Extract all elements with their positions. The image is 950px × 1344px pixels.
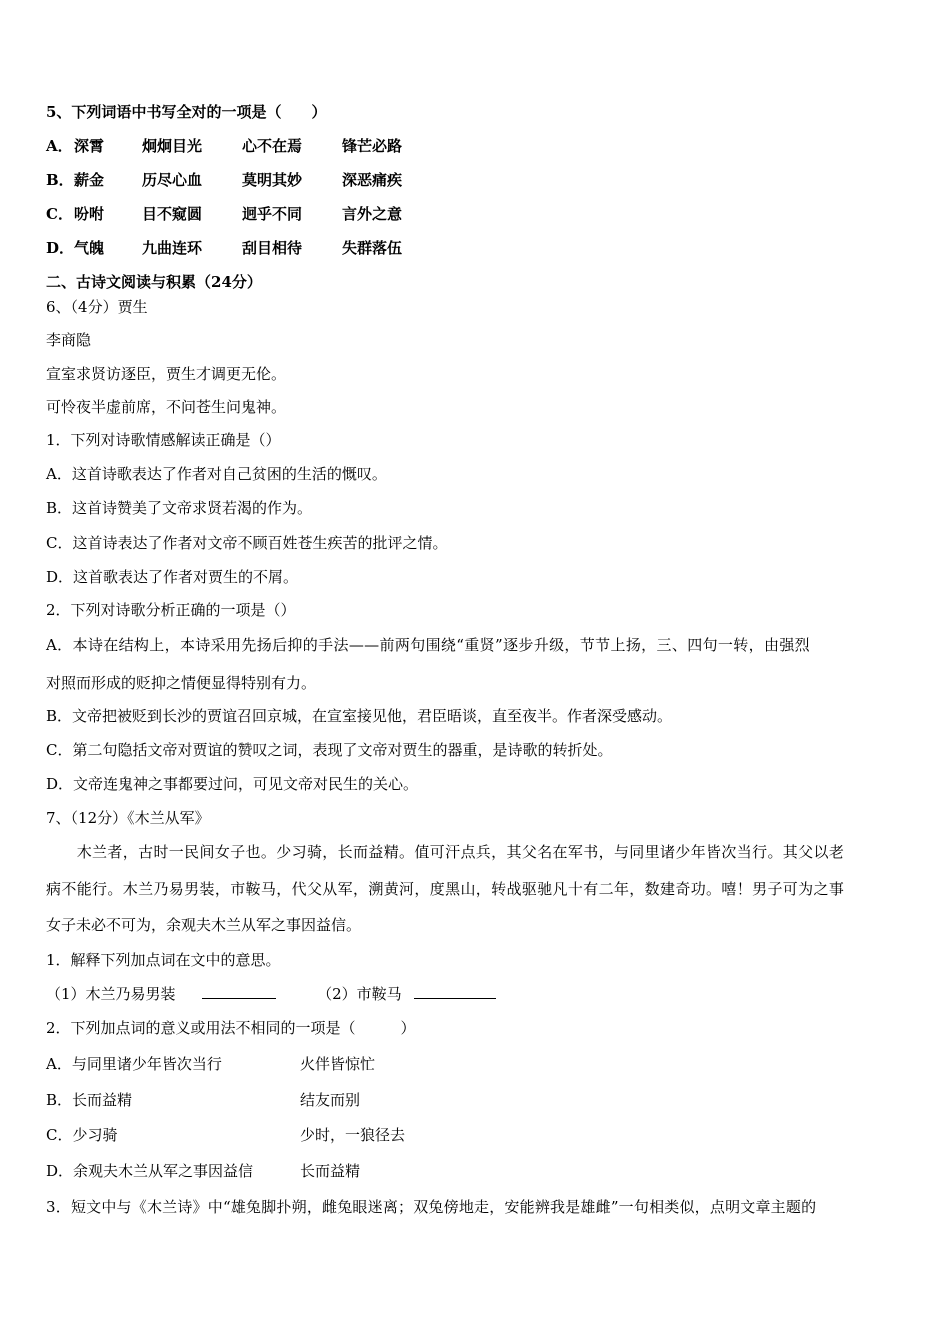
q6-sub2-stem: 2．下列对诗歌分析正确的一项是（） <box>46 601 296 619</box>
q6-sub1-option-d: D．这首歌表达了作者对贾生的不屑。 <box>46 568 299 586</box>
option-word: 失群落伍 <box>342 239 403 257</box>
option-word: 刮目相待 <box>242 239 303 257</box>
option-word: 历尽心血 <box>142 171 203 189</box>
answer-blank-1[interactable] <box>202 984 276 999</box>
q6-sub2-option-c: C．第二句隐括文帝对贾谊的赞叹之词，表现了文帝对贾生的器重，是诗歌的转折处。 <box>46 741 613 759</box>
q5-title: 5、下列词语中书写全对的一项是（ ） <box>46 103 327 121</box>
row-left: A．与同里诸少年皆次当行 <box>46 1055 222 1073</box>
q6-title: 6、（4分）贾生 <box>46 298 148 316</box>
option-word: 气魄 <box>74 239 105 257</box>
poem-line: 宣室求贤访逐臣，贾生才调更无伦。 <box>46 365 287 383</box>
option-word: 吩咐 <box>74 205 105 223</box>
q6-sub2-option-a-line2: 对照而形成的贬抑之情便显得特别有力。 <box>46 674 317 692</box>
q6-sub2-option-d: D．文帝连鬼神之事都要过问，可见文帝对民生的关心。 <box>46 775 419 793</box>
q7-sub1-item1: （1）木兰乃易男装 <box>46 985 176 1003</box>
q6-sub1-option-c: C．这首诗表达了作者对文帝不顾百姓苍生疾苦的批评之情。 <box>46 534 448 552</box>
q6-sub1-option-b: B．这首诗赞美了文帝求贤若渴的作为。 <box>46 499 313 517</box>
option-label: D． <box>46 239 75 257</box>
option-label: C． <box>46 205 73 223</box>
option-word: 目不窥圆 <box>142 205 203 223</box>
q6-sub2-option-a-line1: A．本诗在结构上，本诗采用先扬后抑的手法——前两句围绕“重贤”逐步升级，节节上扬，三、四句一转，由强烈 <box>46 636 811 654</box>
poem-author: 李商隐 <box>46 331 92 349</box>
q7-sub2-stem: 2．下列加点词的意义或用法不相同的一项是（ ） <box>46 1019 416 1037</box>
q6-sub1-stem: 1．下列对诗歌情感解读正确是（） <box>46 431 281 449</box>
passage-line: 女子未必不可为，余观夫木兰从军之事因益信。 <box>46 916 362 934</box>
row-left: B．长而益精 <box>46 1091 133 1109</box>
answer-blank-2[interactable] <box>414 984 496 999</box>
poem-line: 可怜夜半虚前席，不问苍生问鬼神。 <box>46 398 287 416</box>
row-right: 火伴皆惊忙 <box>300 1055 376 1073</box>
row-left: C．少习骑 <box>46 1126 118 1144</box>
q7-sub3-stem: 3．短文中与《木兰诗》中“雄兔脚扑朔，雌兔眼迷离；双兔傍地走，安能辨我是雄雌”一句相类似，点明文章主题的 <box>46 1198 817 1216</box>
option-word: 九曲连环 <box>142 239 203 257</box>
option-word: 锋芒必路 <box>342 137 403 155</box>
q7-title: 7、（12分）《木兰从军》 <box>46 809 210 827</box>
row-right: 结友而别 <box>300 1091 361 1109</box>
section-heading: 二、古诗文阅读与积累（24分） <box>46 273 262 291</box>
option-word: 深霄 <box>74 137 105 155</box>
row-left: D．余观夫木兰从军之事因益信 <box>46 1162 254 1180</box>
option-word: 心不在焉 <box>242 137 303 155</box>
option-word: 薪金 <box>74 171 105 189</box>
q6-sub2-option-b: B．文帝把被贬到长沙的贾谊召回京城，在宣室接见他，君臣晤谈，直至夜半。作者深受感动。 <box>46 707 673 725</box>
option-word: 深恶痛疾 <box>342 171 403 189</box>
option-word: 迥乎不同 <box>242 205 303 223</box>
q7-sub1-item2: （2）市鞍马 <box>317 985 402 1003</box>
option-word: 言外之意 <box>342 205 403 223</box>
passage-line: 木兰者，古时一民间女子也。少习骑，长而益精。值可汗点兵，其父名在军书，与同里诸少年皆次当行。其父以老 <box>46 843 845 861</box>
row-right: 长而益精 <box>300 1162 361 1180</box>
option-word: 莫明其妙 <box>242 171 303 189</box>
passage-line: 病不能行。木兰乃易男装，市鞍马，代父从军，溯黄河，度黑山，转战驱驰凡十有二年，数建奇功。嘻！男子可为之事 <box>46 880 845 898</box>
row-right: 少时，一狼径去 <box>300 1126 406 1144</box>
option-label: B． <box>46 171 74 189</box>
q6-sub1-option-a: A．这首诗歌表达了作者对自己贫困的生活的慨叹。 <box>46 465 387 483</box>
option-word: 炯炯目光 <box>142 137 203 155</box>
q7-sub1-stem: 1．解释下列加点词在文中的意思。 <box>46 951 281 969</box>
q7-sub1-items <box>46 984 496 1004</box>
option-label: A． <box>46 137 73 155</box>
